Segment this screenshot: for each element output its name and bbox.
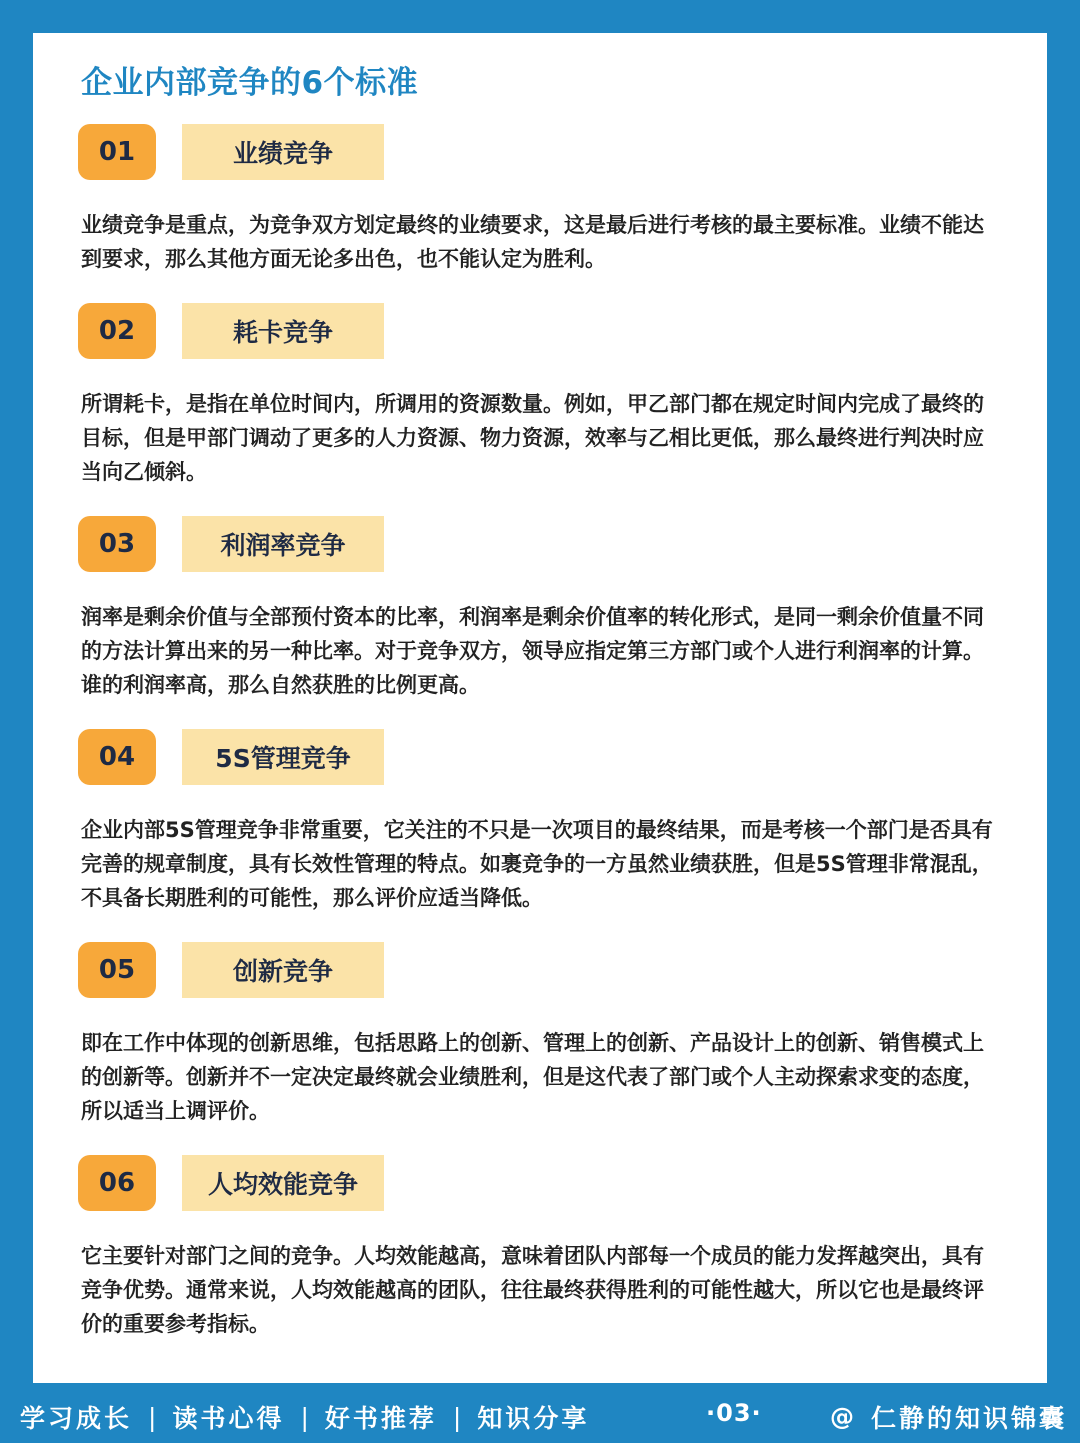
footer-bar [0,1383,1080,1443]
page-title: 企业内部竞争的6个标准 [81,65,419,101]
section-label: 5S管理竞争 [182,729,384,785]
section-number: 02 [78,303,156,359]
author-credit [830,1399,1067,1435]
section-text: 业绩竞争是重点，为竞争双方划定最终的业绩要求，这是最后进行考核的最主要标准。业绩不能达到要求，那么其他方面无论多出色，也不能认定为胜利。 [81,213,984,271]
section-number: 03 [78,516,156,572]
footer-separator: | [148,1402,157,1432]
page-number: ·03· [706,1399,762,1427]
section-label: 业绩竞争 [182,124,384,180]
section-number: 01 [78,124,156,180]
section-label: 利润率竞争 [182,516,384,572]
section-text: 即在工作中体现的创新思维，包括思路上的创新、管理上的创新、产品设计上的创新、销售模式上的创新等。创新并不一定决定最终就会业绩胜利，但是这代表了部门或个人主动探索求变的态度，所以适当上调评价。 [81,1031,984,1123]
footer-tag: 读书心得 [172,1404,285,1433]
at-icon: @ [830,1403,857,1431]
section-number: 04 [78,729,156,785]
section-label: 耗卡竞争 [182,303,384,359]
footer-tags [20,1399,589,1435]
section-text: 企业内部5S管理竞争非常重要，它关注的不只是一次项目的最终结果，而是考核一个部门是否具有完善的规章制度，具有长效性管理的特点。如裹竞争的一方虽然业绩获胜，但是5S管理非常混乱，不具备长期胜利的可能性，那么评价应适当降低。 [81,818,993,910]
section-label: 创新竞争 [182,942,384,998]
author-name: 仁静的知识锦囊 [871,1404,1068,1433]
footer-tag: 学习成长 [20,1404,133,1433]
section-number: 06 [78,1155,156,1211]
section-text: 润率是剩余价值与全部预付资本的比率，利润率是剩余价值率的转化形式，是同一剩余价值量不同的方法计算出来的另一种比率。对于竞争双方，领导应指定第三方部门或个人进行利润率的计算。谁的利润率高，那么自然获胜的比例更高。 [81,605,984,697]
content-card [33,33,1047,1383]
footer-separator: | [300,1402,309,1432]
section-number: 05 [78,942,156,998]
footer-separator: | [452,1402,462,1432]
section-label: 人均效能竞争 [182,1155,384,1211]
footer-tag: 好书推荐 [324,1404,437,1433]
section-text: 它主要针对部门之间的竞争。人均效能越高，意味着团队内部每一个成员的能力发挥越突出，具有竞争优势。通常来说，人均效能越高的团队，往往最终获得胜利的可能性越大，所以它也是最终评价的重要参考指标。 [81,1244,984,1336]
footer-tag: 知识分享 [477,1404,590,1433]
section-text: 所谓耗卡，是指在单位时间内，所调用的资源数量。例如，甲乙部门都在规定时间内完成了最终的目标，但是甲部门调动了更多的人力资源、物力资源，效率与乙相比更低，那么最终进行判决时应当向乙倾斜。 [81,392,984,484]
